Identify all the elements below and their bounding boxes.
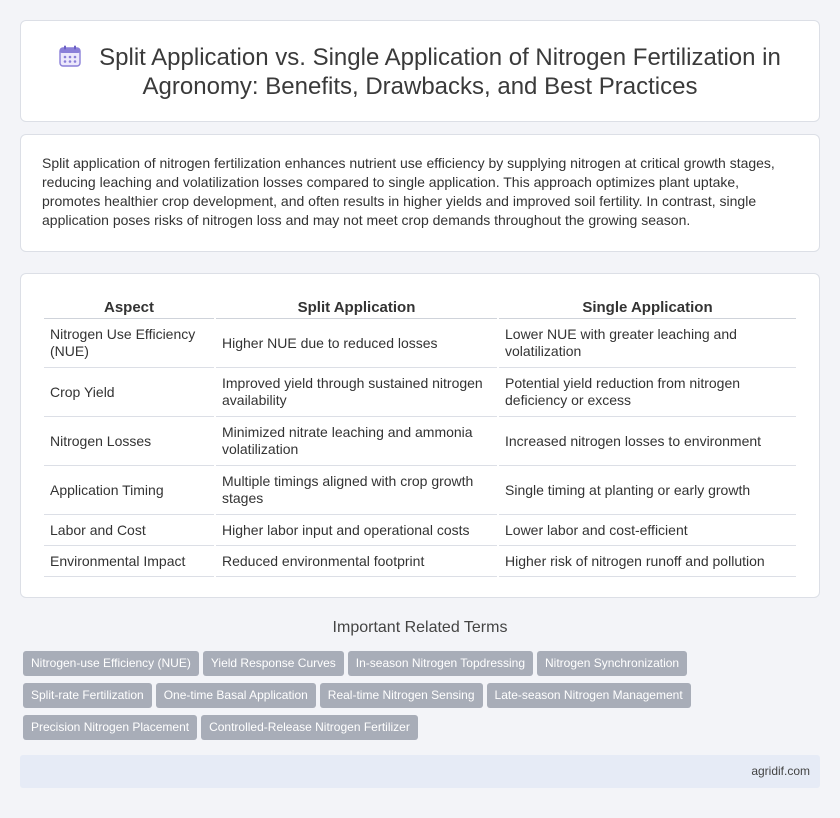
- table-row: [44, 466, 796, 515]
- table-cell: Lower labor and cost-efficient: [499, 515, 796, 546]
- table-cell: Application Timing: [44, 466, 214, 515]
- related-term-tag[interactable]: Real-time Nitrogen Sensing: [320, 683, 483, 708]
- table-cell: Labor and Cost: [44, 515, 214, 546]
- page-title: [21, 43, 819, 101]
- table-cell: Higher risk of nitrogen runoff and pollution: [499, 546, 796, 577]
- related-term-tag[interactable]: Controlled-Release Nitrogen Fertilizer: [201, 715, 418, 740]
- footer-site-link[interactable]: agridif.com: [751, 764, 810, 778]
- comparison-card: [20, 273, 820, 598]
- related-terms-title: Important Related Terms: [332, 619, 508, 636]
- table-cell: Nitrogen Use Efficiency (NUE): [44, 319, 214, 368]
- table-cell: Environmental Impact: [44, 546, 214, 577]
- related-term-tag[interactable]: Yield Response Curves: [203, 651, 344, 676]
- related-term-tag[interactable]: Split-rate Fertilization: [23, 683, 152, 708]
- table-cell: Single timing at planting or early growth: [499, 466, 796, 515]
- related-term-tag[interactable]: One-time Basal Application: [156, 683, 316, 708]
- table-cell: Lower NUE with greater leaching and volatilization: [499, 319, 796, 368]
- table-row: [44, 515, 796, 546]
- footer: [20, 755, 820, 788]
- table-cell: Improved yield through sustained nitrogen availability: [216, 368, 497, 417]
- table-row: [44, 319, 796, 368]
- tag-row: [23, 715, 743, 747]
- table-cell: Higher NUE due to reduced losses: [216, 319, 497, 368]
- table-row: [44, 368, 796, 417]
- header-aspect: Aspect: [44, 296, 214, 319]
- comparison-table: [42, 296, 798, 577]
- title-line-1: Split Application vs. Single Application of Nitrogen Fertilization in: [99, 44, 781, 71]
- header-single: Single Application: [499, 296, 796, 319]
- tag-row: [23, 651, 743, 683]
- related-term-tag[interactable]: Late-season Nitrogen Management: [487, 683, 691, 708]
- table-cell: Nitrogen Losses: [44, 417, 214, 466]
- table-cell: Multiple timings aligned with crop growth stages: [216, 466, 497, 515]
- table-cell: Higher labor input and operational costs: [216, 515, 497, 546]
- tag-row: [23, 683, 743, 715]
- title-card: [20, 20, 820, 122]
- table-cell: Increased nitrogen losses to environment: [499, 417, 796, 466]
- related-term-tag[interactable]: Precision Nitrogen Placement: [23, 715, 197, 740]
- title-line-2: Agronomy: Benefits, Drawbacks, and Best Practices: [142, 73, 698, 100]
- table-cell: Crop Yield: [44, 368, 214, 417]
- table-cell: Reduced environmental footprint: [216, 546, 497, 577]
- header-split: Split Application: [216, 296, 497, 319]
- table-row: [44, 417, 796, 466]
- table-header-row: [44, 296, 796, 319]
- related-term-tag[interactable]: Nitrogen-use Efficiency (NUE): [23, 651, 199, 676]
- related-terms-list: [23, 651, 743, 747]
- table-cell: Potential yield reduction from nitrogen deficiency or excess: [499, 368, 796, 417]
- calendar-icon: [59, 45, 81, 67]
- intro-paragraph: Split application of nitrogen fertilization enhances nutrient use efficiency by supplying nitrogen at critical growth stages, reducing leaching and volatilization losses compared to single application. This approach optimizes plant uptake, promotes healthier crop development, and often results in higher yields and improved soil fertility. In contrast, single application poses risks of nitrogen loss and may not meet crop demands throughout the growing season.: [42, 155, 775, 228]
- table-cell: Minimized nitrate leaching and ammonia volatilization: [216, 417, 497, 466]
- related-term-tag[interactable]: Nitrogen Synchronization: [537, 651, 687, 676]
- related-term-tag[interactable]: In-season Nitrogen Topdressing: [348, 651, 533, 676]
- table-row: [44, 546, 796, 577]
- intro-card: [20, 134, 820, 252]
